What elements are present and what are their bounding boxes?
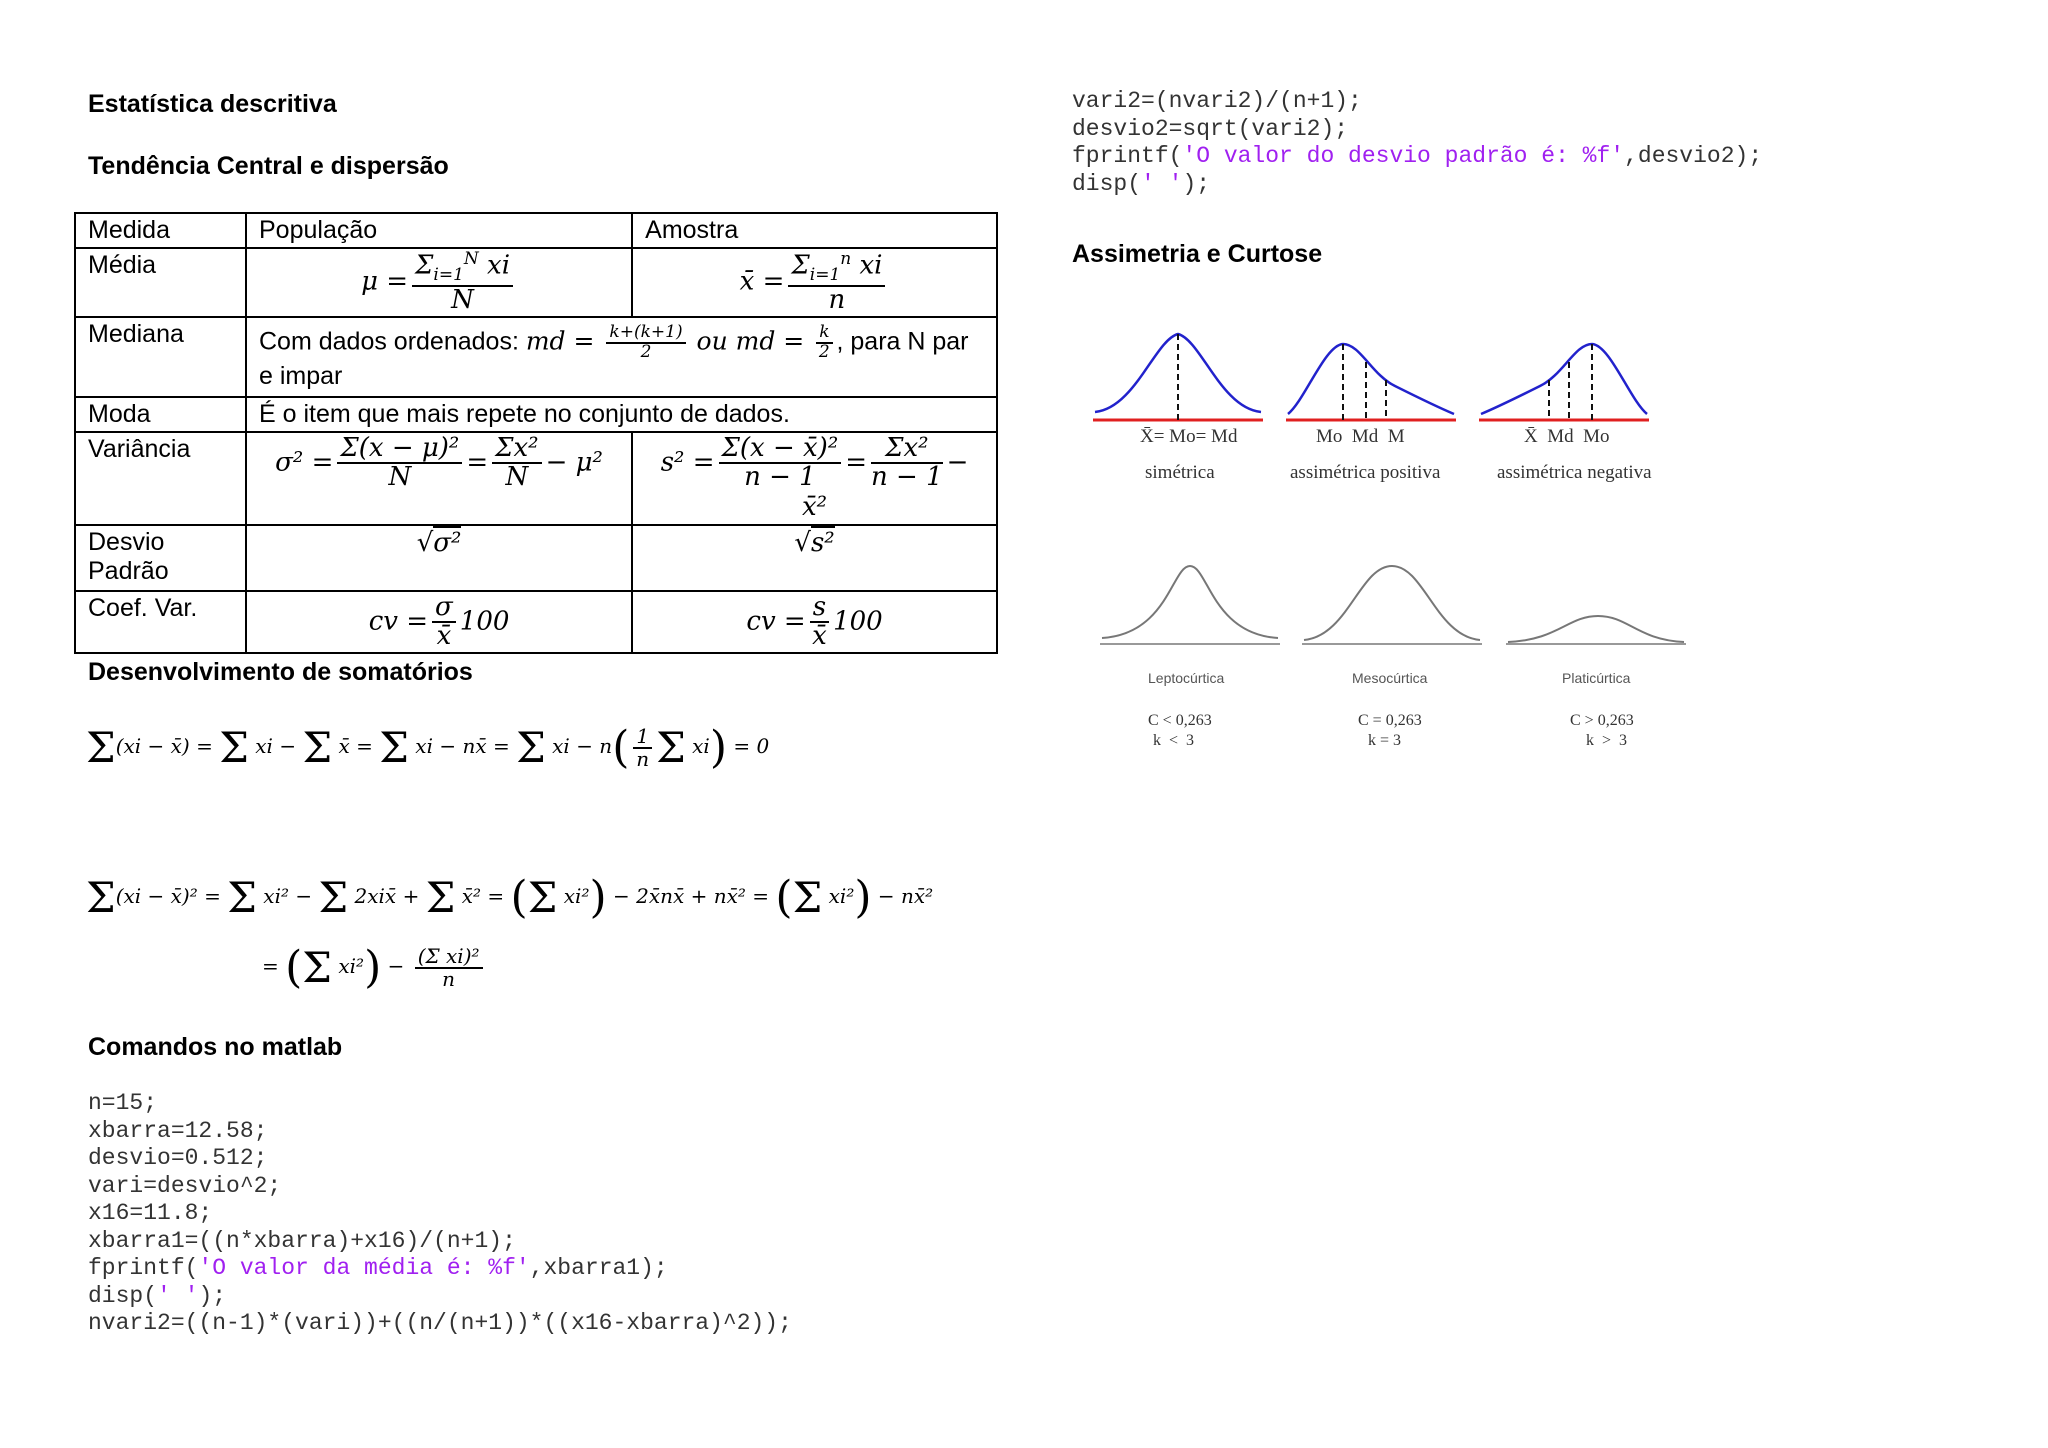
section-heading-somatorios: Desenvolvimento de somatórios [88, 658, 473, 686]
skewness-figure [1090, 320, 1670, 430]
formula-variancia-amostra: s² = $\frac{\text{Σ(x − x̄)²}}{n - 1}$ = $\frac{\text{Σx²}}{n - 1}$ − x̄² [632, 432, 997, 525]
string-literal: ' ' [157, 1282, 199, 1309]
row-label-mediana: Mediana [75, 317, 246, 397]
curve-platicurtica [1508, 616, 1684, 642]
row-label-media: Média [75, 248, 246, 317]
table-header-populacao: População [246, 213, 632, 248]
formula-variancia-populacao: σ² = $\frac{\text{Σ(x − μ)²}}{N}$ = $\frac{\text{Σx²}}{N}$ − μ² [246, 432, 632, 525]
formula-media-amostra: x̄ = $\frac{\Sigma_{i=1}^n xi}{n}$ [632, 248, 997, 317]
code-line: x16=11.8; [88, 1200, 213, 1226]
stats-table [74, 212, 998, 654]
page-title: Estatística descritiva [88, 90, 337, 118]
matlab-code-left [88, 1090, 792, 1338]
skew-axis-positive: Mo Md M [1316, 426, 1405, 447]
kurt-k-meso: k = 3 [1368, 732, 1402, 749]
kurt-c-meso: C = 0,263 [1358, 712, 1422, 729]
section-heading-assimetria: Assimetria e Curtose [1072, 240, 1323, 268]
string-literal: ' ' [1141, 170, 1183, 197]
formula-desvio-amostra: √s² [632, 525, 997, 591]
formula-cv-amostra: cv = $\frac{s}{x̄}$ 100 [632, 591, 997, 654]
string-literal: 'O valor da média é: %f' [198, 1255, 530, 1281]
formula-media-populacao: μ = $\frac{\Sigma_{i=1}^N xi}{N}$ [246, 248, 632, 317]
string-literal: 'O valor do desvio padrão é: %f' [1182, 143, 1625, 169]
code-line: vari=desvio^2; [88, 1172, 282, 1199]
table-header-medida: Medida [75, 213, 246, 248]
sum-equation-2: Σ(xi − x̄)² = Σ xi² − Σ 2xix̄ + Σ x̄² = (Σ xi²) − 2x̄nx̄ + nx̄² = (Σ xi²) − nx̄² [86, 872, 934, 923]
kurt-k-plati: k > 3 [1586, 732, 1628, 749]
kurt-k-lepto: k < 3 [1153, 732, 1195, 749]
kurt-c-plati: C > 0,263 [1570, 712, 1634, 729]
skew-axis-negative: X̄ Md Mo [1524, 426, 1610, 447]
skew-axis-symmetric: X̄= Mo= Md [1140, 426, 1238, 447]
table-header-amostra: Amostra [632, 213, 997, 248]
code-line: desvio2=sqrt(vari2); [1072, 115, 1349, 142]
code-line: vari2=(nvari2)/(n+1); [1072, 88, 1362, 114]
code-line: xbarra1=((n*xbarra)+x16)/(n+1); [88, 1227, 516, 1254]
code-line: fprintf('O valor da média é: %f',xbarra1); [88, 1255, 668, 1281]
kurt-label-lepto: Leptocúrtica [1148, 670, 1225, 686]
row-label-coef: Coef. Var. [75, 591, 246, 654]
curve-leptocurtica [1102, 566, 1278, 638]
row-label-desvio: Desvio Padrão [75, 525, 246, 591]
curve-positive [1288, 344, 1454, 414]
section-heading-matlab: Comandos no matlab [88, 1033, 343, 1061]
code-line: xbarra=12.58; [88, 1117, 268, 1144]
row-label-variancia: Variância [75, 432, 246, 525]
formula-mediana: Com dados ordenados: md = $\frac{k+(k+1)}{2}$ ou md = $\frac{k}{2}$ , para N par e impar [246, 317, 997, 397]
code-line: n=15; [88, 1090, 158, 1116]
code-line: fprintf('O valor do desvio padrão é: %f',desvio2); [1072, 143, 1763, 169]
sum-equation-1: Σ(xi − x̄) = Σ xi − Σ x̄ = Σ xi − nx̄ = Σ xi − n( $\frac{1}{n}$ Σ xi) = 0 [86, 722, 770, 773]
kurt-label-plati: Platicúrtica [1562, 670, 1631, 686]
section-heading-central: Tendência Central e dispersão [88, 152, 449, 180]
moda-description: É o item que mais repete no conjunto de dados. [246, 397, 997, 432]
row-label-moda: Moda [75, 397, 246, 432]
code-line: desvio=0.512; [88, 1145, 268, 1171]
code-line: disp(' '); [88, 1282, 227, 1309]
kurt-label-meso: Mesocúrtica [1352, 670, 1428, 686]
kurtosis-figure [1098, 560, 1698, 650]
curve-negative [1481, 344, 1647, 414]
formula-desvio-populacao: √σ² [246, 525, 632, 591]
curve-mesocurtica [1304, 566, 1480, 640]
sum-equation-2-cont: = (Σ xi²) − $\frac{\text{(Σ xi)²}}{n}$ [262, 942, 487, 993]
formula-cv-populacao: cv = $\frac{\sigma}{x̄}$ 100 [246, 591, 632, 654]
skew-label-symmetric: simétrica [1145, 462, 1215, 483]
kurt-c-lepto: C < 0,263 [1148, 712, 1212, 729]
code-line: disp(' '); [1072, 170, 1211, 197]
matlab-code-right [1072, 88, 1762, 198]
code-line: nvari2=((n-1)*(vari))+((n/(n+1))*((x16-xbarra)^2)); [88, 1310, 792, 1336]
skew-label-positive: assimétrica positiva [1290, 462, 1441, 483]
skew-label-negative: assimétrica negativa [1497, 462, 1652, 483]
